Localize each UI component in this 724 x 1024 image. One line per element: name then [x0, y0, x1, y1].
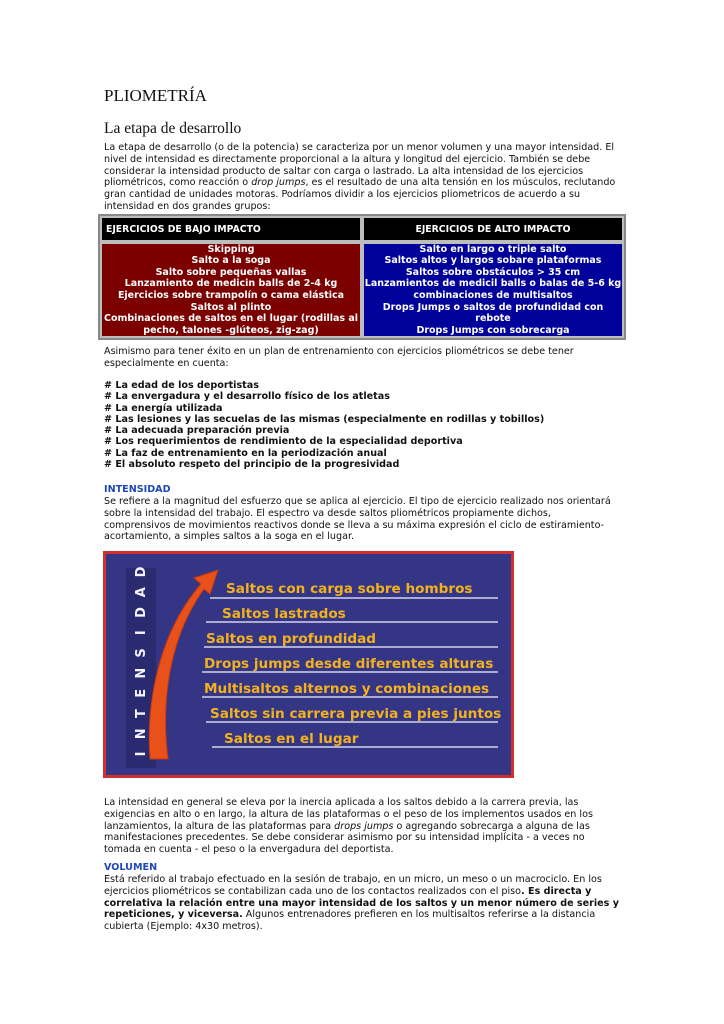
factor-item: # La energía utilizada [104, 402, 223, 414]
intensity-figure [103, 551, 514, 778]
high-impact-item: Drops Jumps o saltos de profundidad con rebote [382, 301, 604, 325]
low-impact-header: EJERCICIOS DE BAJO IMPACTO [102, 218, 360, 240]
volumen-heading: VOLUMEN [104, 862, 158, 873]
intro-paragraph: La etapa de desarrollo (o de la potencia) se caracteriza por un menor volumen y una mayor intensidad. El nivel de intensidad es directamente proporcional a la altura y longitud del ejercicio. También se debe considerar la intensidad producto de saltar con carga o lastrado. La alta intensidad de los ejercicios pliométricos, como reacción o drop jumps, es el resultado de una alta tensión en los músculos, reclutando gran cantidad de unidades motoras. Podríamos dividir a los ejercicios pliometricos de acuerdo a su intensidad en dos grandes grupos: [104, 142, 616, 212]
page-title: PLIOMETRÍA [104, 86, 207, 105]
axis-letter: D [134, 607, 149, 618]
intensidad-heading: INTENSIDAD [104, 484, 171, 495]
axis-letter: I [134, 630, 149, 636]
considerations-intro: Asimismo para tener éxito en un plan de entrenamiento con ejercicios pliométricos se debe tener especialmente en cuenta: [104, 346, 574, 369]
high-impact-item: Lanzamientos de medicil balls o balas de 5-6 kg combinaciones de multisaltos [364, 278, 622, 301]
intensity-level-label: Saltos en profundidad [206, 631, 376, 647]
low-impact-item: Combinaciones de saltos en el lugar (rodillas al pecho, talones -glúteos, zig-zag) [103, 313, 359, 336]
factor-item: # La envergadura y el desarrollo físico de los atletas [104, 391, 390, 403]
intensity-level-label: Multisaltos alternos y combinaciones [204, 681, 490, 697]
volumen-bold-text: . Es directa y correlativa la relación entre una mayor intensidad de los saltos y un menor número de series y repeticiones, y viceversa. [104, 885, 619, 921]
high-impact-item: Saltos altos y largos sobare plataformas [384, 255, 602, 267]
high-impact-item: Salto en largo o triple salto [419, 243, 567, 255]
intensity-diagram [106, 554, 511, 775]
intensity-level-label: Saltos lastrados [222, 606, 346, 622]
factors-list [104, 380, 620, 470]
low-impact-list [102, 244, 360, 336]
high-impact-item: Saltos sobre obstáculos > 35 cm [405, 266, 581, 278]
axis-letter: A [134, 587, 149, 598]
axis-letter: N [134, 728, 149, 740]
axis-letter: T [134, 709, 149, 718]
low-impact-item: Lanzamiento de medicin balls de 2-4 kg [124, 278, 338, 290]
intensity-level-label: Saltos con carga sobre hombros [226, 581, 473, 597]
impact-table [98, 214, 626, 340]
low-impact-item: Skipping [207, 243, 255, 255]
drops-jumps-term: drops jumps [334, 820, 394, 832]
axis-letter: E [134, 688, 149, 698]
low-impact-item: Saltos al plinto [190, 301, 272, 313]
intensity-level-label: Saltos en el lugar [224, 731, 359, 747]
intensity-level-label: Drops jumps desde diferentes alturas [204, 656, 494, 672]
section-title: La etapa de desarrollo [104, 120, 242, 137]
axis-letter: N [134, 667, 149, 679]
intensidad-paragraph: Se refiere a la magnitud del esfuerzo que se aplica al ejercicio. El tipo de ejercicio realizado nos orientará sobre la intensidad del trabajo. El espectro va desde saltos pliométricos propiamente dichos, comprensivos de movimientos reactivos donde se lleva a su máxima expresión el ciclo de estiramiento-acortamiento, a simples saltos a la soga en el lugar. [104, 496, 611, 543]
axis-letter: S [134, 648, 149, 658]
low-impact-item: Ejercicios sobre trampolín o cama elástica [117, 290, 345, 301]
axis-letter: I [134, 751, 149, 757]
high-impact-list [364, 244, 622, 336]
low-impact-item: Salto a la soga [191, 255, 271, 267]
intensity-level-label: Saltos sin carrera previa a pies juntos [210, 706, 502, 722]
axis-letter: D [134, 566, 149, 578]
drop-jumps-term: drop jumps [251, 177, 306, 189]
factor-item: # La adecuada preparación previa [104, 425, 290, 437]
intensity-explanation: La intensidad en general se eleva por la inercia aplicada a los saltos debido a la carrera previa, las exigencias en alto o en largo, la altura de las plataformas o el peso de los implementos usados en los lanzamientos, la altura de las plataformas para drops jumps o agregando sobrecarga a alguna de las manifestaciones precedentes. Se debe considerar asimismo por su intensidad implícita - a veces no tomada en cuenta - el peso o la envergadura del deportista. [104, 797, 593, 856]
factor-item: # La edad de los deportistas [104, 380, 259, 391]
factor-item: # La faz de entrenamiento en la periodización anual [104, 447, 387, 459]
high-impact-header: EJERCICIOS DE ALTO IMPACTO [364, 218, 622, 240]
factor-item: # El absoluto respeto del principio de la progresividad [104, 459, 400, 471]
factor-item: # Los requerimientos de rendimiento de la especialidad deportiva [104, 436, 463, 448]
high-impact-item: Drops Jumps con sobrecarga [416, 324, 570, 336]
volumen-paragraph: Está referido al trabajo efectuado en la sesión de trabajo, en un micro, un meso o un macrociclo. En los ejercicios pliométricos se contabilizan cada uno de los contactos realizados con el piso. Es directa y correlativa la relación entre una mayor intensidad de los saltos y un menor número de series y repeticiones, y viceversa. Algunos entrenadores prefieren en los multisaltos referirse a la distancia cubierta (Ejemplo: 4x30 metros). [104, 874, 619, 933]
low-impact-item: Salto sobre pequeñas vallas [155, 266, 307, 278]
factor-item: # Las lesiones y las secuelas de las mismas (especialmente en rodillas y tobillos) [104, 413, 545, 425]
